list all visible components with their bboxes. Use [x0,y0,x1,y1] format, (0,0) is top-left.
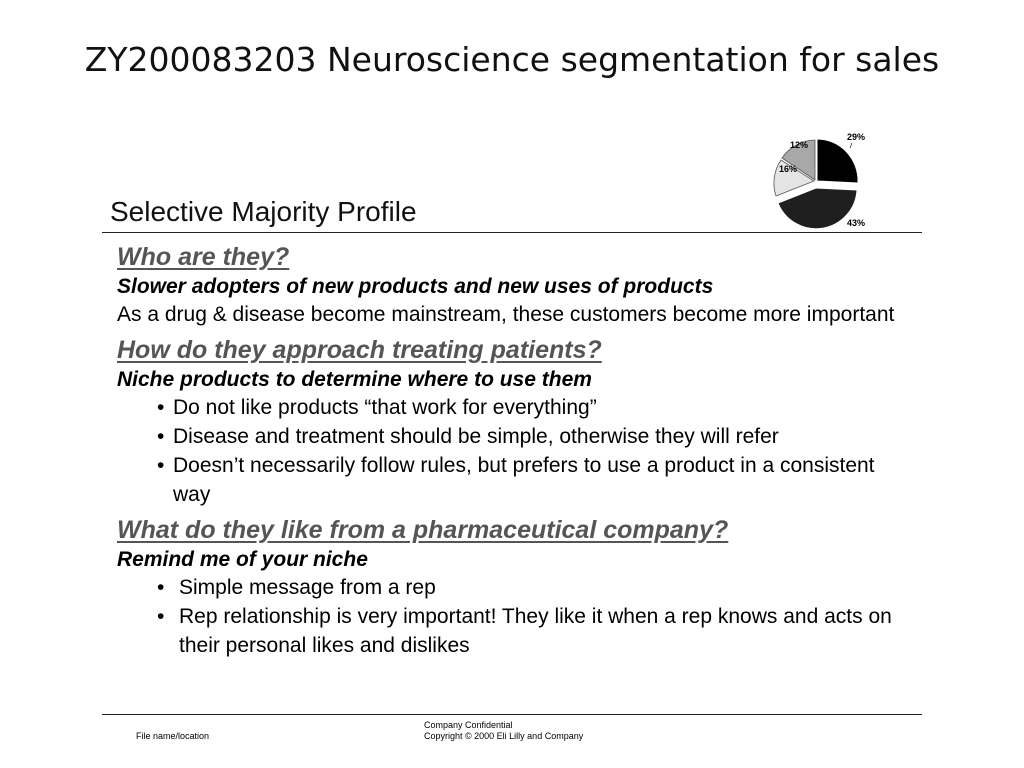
pie-label-12: 12% [790,140,809,150]
header-divider [102,232,922,233]
bullets-what [117,573,917,660]
subtitle-what: Remind me of your niche [117,548,368,571]
list-item: • Do not like products “that work for everything” [157,396,597,419]
footer-file-location: File name/location [136,731,210,741]
list-item: • Doesn’t necessarily follow rules, but prefers to use a product in a consistent way [157,454,875,506]
profile-content [117,242,927,660]
footer-copyright: Copyright © 2000 Eli Lilly and Company [424,731,584,741]
question-who: Who are they? [117,243,290,271]
profile-heading: Selective Majority Profile [110,196,417,227]
pie-slice-43 [778,188,857,229]
subtitle-who: Slower adopters of new products and new uses of products [117,275,714,298]
bullets-how [117,393,917,509]
pie-label-43: 43% [847,218,866,228]
footer-divider [102,714,922,715]
question-how: How do they approach treating patients? [117,336,602,364]
pie-label-29: 29% [847,132,866,142]
question-what: What do they like from a pharmaceutical company? [117,516,729,544]
slide-title: ZY200083203 Neuroscience segmentation for sales [84,40,940,79]
segment-pie-chart [768,126,878,231]
list-item: • Disease and treatment should be simple, otherwise they will refer [157,425,779,448]
footer-confidential: Company Confidential [424,720,513,730]
body-who: As a drug & disease become mainstream, these customers become more important [117,303,895,326]
subtitle-how: Niche products to determine where to use them [117,368,592,391]
list-item: • Simple message from a rep [157,576,436,599]
pie-slice-29 [817,139,858,183]
pie-label-16: 16% [779,164,798,174]
list-item: • Rep relationship is very important! They like it when a rep knows and acts on their personal likes and dislikes [157,605,892,657]
footer-copyright-block [424,720,583,742]
